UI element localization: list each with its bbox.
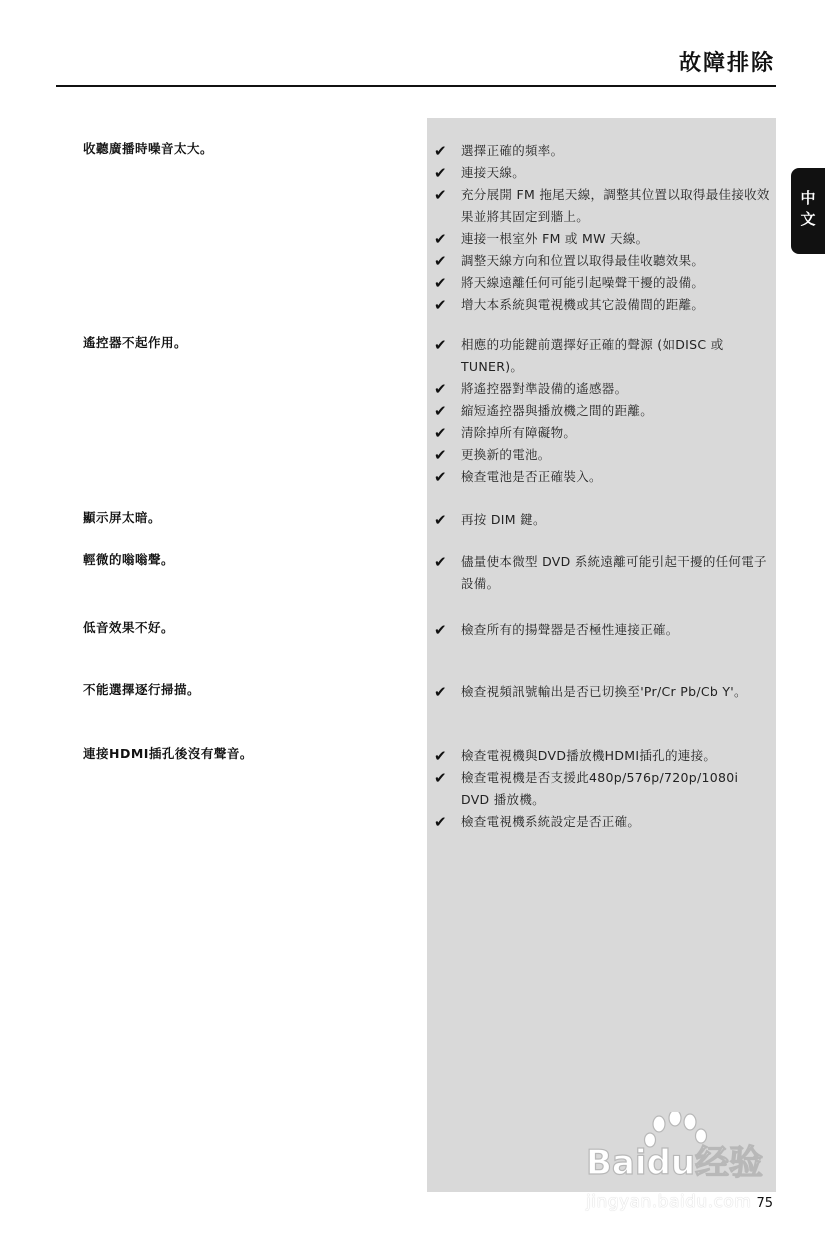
page-number: 75	[756, 1196, 773, 1211]
solution-item	[434, 681, 770, 703]
solution-text: 檢查電視機是否支援此480p/576p/720p/1080i DVD 播放機。	[461, 770, 739, 807]
checkmark-icon: ✔	[434, 769, 447, 787]
watermark-url: jingyan.baidu.com	[586, 1192, 752, 1212]
solution-text: 縮短遙控器與播放機之間的距離。	[461, 403, 654, 418]
checkmark-icon: ✔	[434, 336, 447, 354]
checkmark-icon: ✔	[434, 468, 447, 486]
checkmark-icon: ✔	[434, 553, 447, 571]
solution-list	[434, 140, 770, 316]
checkmark-icon: ✔	[434, 296, 447, 314]
solution-item	[434, 334, 770, 378]
solution-text: 檢查電視機與DVD播放機HDMI插孔的連接。	[461, 748, 717, 763]
solution-text: 清除掉所有障礙物。	[461, 425, 577, 440]
problem-text: 低音效果不好。	[83, 620, 175, 635]
solution-text: 檢查視頻訊號輸出是否已切換至'Pr/Cr Pb/Cb Y'。	[461, 684, 747, 699]
solution-item	[434, 444, 770, 466]
checkmark-icon: ✔	[434, 402, 447, 420]
problem-text: 連接HDMI插孔後沒有聲音。	[83, 746, 253, 761]
solution-item	[434, 184, 770, 228]
solution-item	[434, 767, 770, 811]
solution-text: 檢查電視機系統設定是否正確。	[461, 814, 641, 829]
solution-text: 連接一根室外 FM 或 MW 天線。	[461, 231, 649, 246]
solution-text: 將遙控器對準設備的遙感器。	[461, 381, 628, 396]
solution-item	[434, 509, 770, 531]
problem-text: 不能選擇逐行掃描。	[83, 682, 201, 697]
solution-item	[434, 400, 770, 422]
checkmark-icon: ✔	[434, 164, 447, 182]
solution-item	[434, 378, 770, 400]
checkmark-icon: ✔	[434, 621, 447, 639]
solution-item	[434, 162, 770, 184]
checkmark-icon: ✔	[434, 142, 447, 160]
solution-text: 選擇正確的頻率。	[461, 143, 564, 158]
solution-item	[434, 140, 770, 162]
solution-item	[434, 745, 770, 767]
solution-item	[434, 294, 770, 316]
solution-list	[434, 681, 770, 703]
solution-text: 連接天線。	[461, 165, 526, 180]
solution-text: 更換新的電池。	[461, 447, 551, 462]
solution-text: 充分展開 FM 拖尾天線，調整其位置以取得最佳接收效果並將其固定到牆上。	[461, 187, 770, 224]
problem-text: 遙控器不起作用。	[83, 335, 188, 350]
problem-text: 顯示屏太暗。	[83, 510, 162, 525]
checkmark-icon: ✔	[434, 511, 447, 529]
checkmark-icon: ✔	[434, 446, 447, 464]
problem-text: 輕微的嗡嗡聲。	[83, 552, 175, 567]
solution-list	[434, 509, 770, 531]
solution-list	[434, 745, 770, 833]
solution-item	[434, 466, 770, 488]
solution-item	[434, 272, 770, 294]
solution-text: 再按 DIM 鍵。	[461, 512, 546, 527]
solution-text: 檢查所有的揚聲器是否極性連接正確。	[461, 622, 679, 637]
solution-item	[434, 811, 770, 833]
solution-item	[434, 228, 770, 250]
solution-text: 增大本系統與電視機或其它設備間的距離。	[461, 297, 705, 312]
checkmark-icon: ✔	[434, 424, 447, 442]
checkmark-icon: ✔	[434, 230, 447, 248]
header-rule	[56, 85, 776, 87]
checkmark-icon: ✔	[434, 813, 447, 831]
solution-item	[434, 619, 770, 641]
solution-text: 相應的功能鍵前選擇好正確的聲源 (如DISC 或TUNER)。	[461, 337, 724, 374]
solution-list	[434, 334, 770, 488]
baidu-watermark	[582, 1112, 778, 1222]
watermark-logo-text: Baidu经验	[586, 1143, 764, 1183]
checkmark-icon: ✔	[434, 380, 447, 398]
checkmark-icon: ✔	[434, 683, 447, 701]
solution-list	[434, 551, 770, 595]
solution-item	[434, 551, 770, 595]
solution-list	[434, 619, 770, 641]
solution-text: 儘量使本微型 DVD 系統遠離可能引起干擾的任何電子設備。	[461, 554, 767, 591]
problem-text: 收聽廣播時噪音太大。	[83, 141, 214, 156]
language-tab	[791, 168, 825, 254]
checkmark-icon: ✔	[434, 747, 447, 765]
solution-text: 將天線遠離任何可能引起噪聲干擾的設備。	[461, 275, 705, 290]
solution-text: 檢查電池是否正確裝入。	[461, 469, 602, 484]
checkmark-icon: ✔	[434, 274, 447, 292]
solution-text: 調整天線方向和位置以取得最佳收聽效果。	[461, 253, 705, 268]
checkmark-icon: ✔	[434, 252, 447, 270]
baidu-paw-logo-icon	[582, 1112, 778, 1194]
solution-item	[434, 422, 770, 444]
language-tab-label: 中文	[798, 190, 817, 232]
page-title: 故障排除	[678, 51, 775, 76]
checkmark-icon: ✔	[434, 186, 447, 204]
solution-item	[434, 250, 770, 272]
